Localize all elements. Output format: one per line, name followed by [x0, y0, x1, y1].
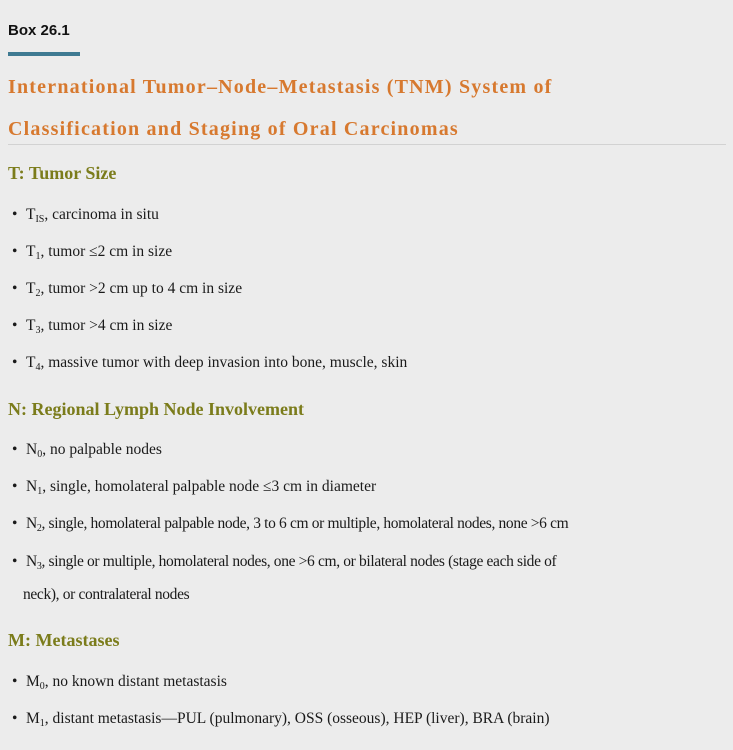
stage-subscript: 3 — [36, 561, 42, 572]
section-heading-metastases: M: Metastases — [8, 630, 120, 650]
bullet-icon: • — [12, 710, 18, 727]
bullet-icon: • — [12, 317, 18, 334]
item-text: , tumor ≤2 cm in size — [40, 243, 173, 260]
item-text: , massive tumor with deep invasion into bone, muscle, skin — [40, 354, 408, 371]
bullet-icon: • — [12, 280, 18, 297]
stage-subscript: 2 — [36, 523, 42, 534]
bullet-icon: • — [12, 478, 18, 495]
section-heading-lymph-node: N: Regional Lymph Node Involvement — [8, 399, 305, 419]
section-heading-tumor-size: T: Tumor Size — [8, 163, 117, 183]
bullet-icon: • — [12, 673, 18, 690]
stage-letter: N — [26, 441, 38, 458]
box-title — [8, 66, 708, 150]
stage-letter: T — [26, 206, 36, 223]
item-text: , no known distant metastasis — [44, 673, 227, 690]
list-item-n-0 — [12, 441, 162, 459]
item-text-continuation: neck), or contralateral nodes — [23, 586, 190, 603]
item-text: , single, homolateral palpable node, 3 to 6 cm or multiple, homolateral nodes, none >6 cm — [41, 515, 569, 532]
stage-letter: T — [26, 243, 36, 260]
item-text: , distant metastasis—PUL (pulmonary), OSS (osseous), HEP (liver), BRA (brain) — [44, 710, 550, 727]
bullet-icon: • — [12, 553, 18, 570]
box-title-line-2: Classification and Staging of Oral Carcinomas — [8, 118, 459, 140]
stage-subscript: IS — [35, 214, 45, 225]
item-text: , tumor >4 cm in size — [40, 317, 173, 334]
stage-subscript: 2 — [35, 288, 41, 299]
item-text: , single, homolateral palpable node ≤3 cm in diameter — [42, 478, 377, 495]
stage-subscript: 4 — [35, 362, 41, 373]
list-item-t-1 — [12, 243, 172, 261]
bullet-icon: • — [12, 206, 18, 223]
box-label: Box 26.1 — [8, 22, 70, 39]
bullet-icon: • — [12, 515, 18, 532]
stage-subscript: 0 — [39, 681, 45, 692]
item-text: , carcinoma in situ — [44, 206, 159, 223]
bullet-icon: • — [12, 243, 18, 260]
list-item-t-3 — [12, 317, 172, 335]
stage-subscript: 0 — [37, 449, 43, 460]
list-item-t-4 — [12, 354, 407, 372]
item-text: , single or multiple, homolateral nodes, one >6 cm, or bilateral nodes (stage each side of — [41, 553, 557, 570]
list-item-n-3 — [12, 545, 712, 611]
list-item-n-2 — [12, 515, 568, 533]
title-divider — [8, 144, 726, 145]
list-item-t-is — [12, 206, 159, 224]
stage-letter: T — [26, 317, 36, 334]
stage-letter: N — [26, 553, 37, 570]
item-text: , no palpable nodes — [42, 441, 162, 458]
item-text: , tumor >2 cm up to 4 cm in size — [40, 280, 243, 297]
list-item-m-1 — [12, 710, 550, 728]
stage-letter: M — [26, 710, 40, 727]
stage-subscript: 1 — [35, 251, 41, 262]
list-item-n-1 — [12, 478, 376, 496]
list-item-m-0 — [12, 673, 227, 691]
stage-letter: T — [26, 280, 36, 297]
bullet-icon: • — [12, 354, 18, 371]
stage-subscript: 3 — [35, 325, 41, 336]
box-title-line-1: International Tumor–Node–Metastasis (TNM) System of — [8, 76, 553, 98]
bullet-icon: • — [12, 441, 18, 458]
stage-subscript: 1 — [39, 718, 45, 729]
stage-letter: N — [26, 478, 38, 495]
box-accent-rule — [8, 52, 80, 56]
stage-letter: T — [26, 354, 36, 371]
stage-letter: M — [26, 673, 40, 690]
stage-letter: N — [26, 515, 37, 532]
list-item-t-2 — [12, 280, 242, 298]
stage-subscript: 1 — [37, 486, 43, 497]
